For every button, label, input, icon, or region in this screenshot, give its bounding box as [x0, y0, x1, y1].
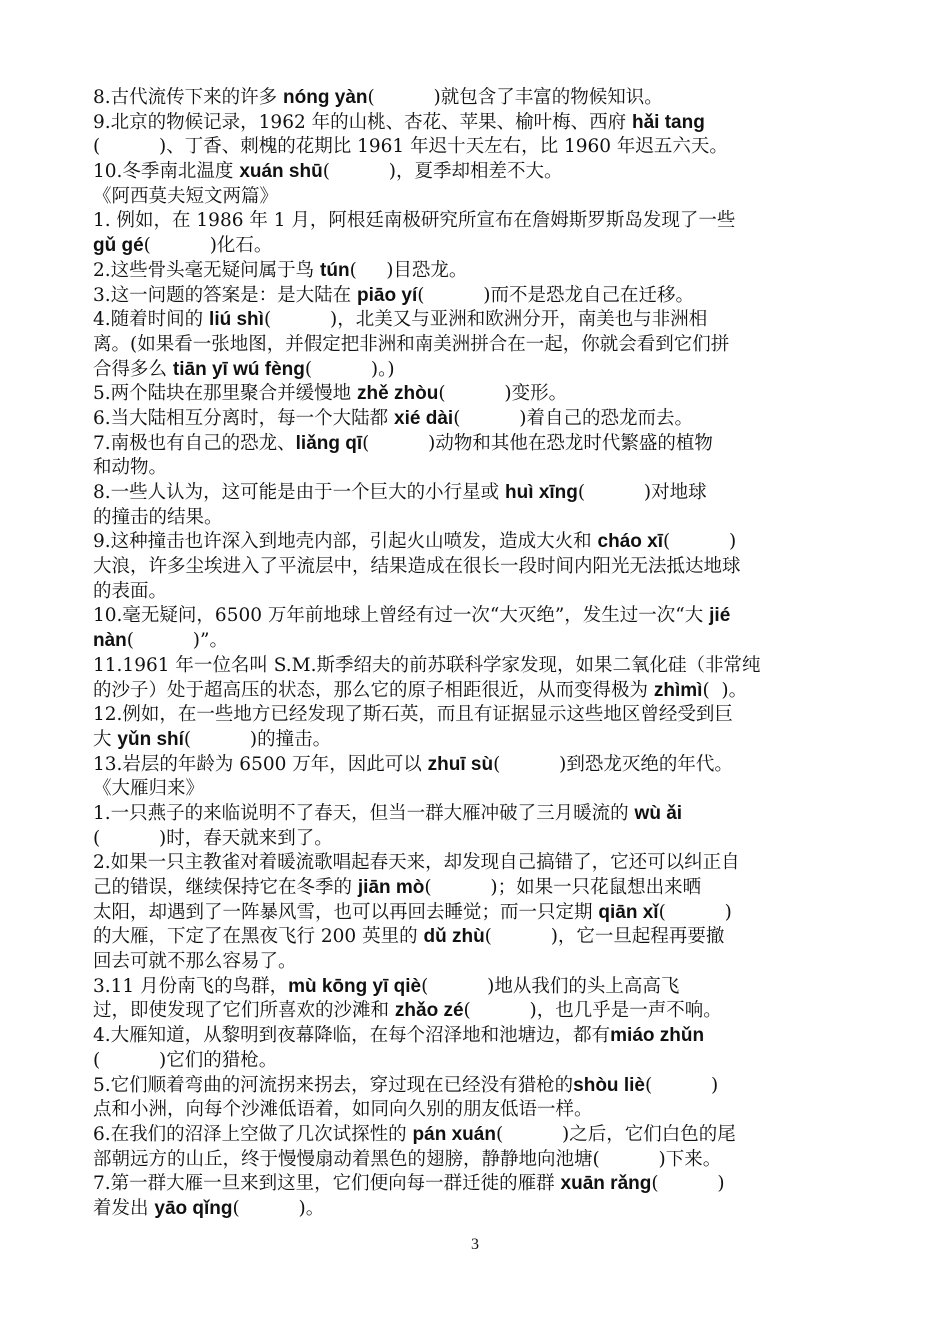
text-line — [93, 950, 883, 975]
pinyin-prompt: zhǎo zé — [394, 1000, 464, 1022]
text-line — [93, 1123, 883, 1148]
pinyin-prompt: mù kōng yī qiè — [288, 975, 422, 997]
sentence-text: 2.这些骨头毫无疑问属于鸟 — [93, 259, 321, 281]
pinyin-prompt: zhuī sù — [427, 753, 494, 775]
text-line — [93, 802, 883, 827]
pinyin-prompt: tiān yī wú fèng — [172, 358, 305, 380]
text-line — [93, 728, 883, 753]
text-line — [93, 407, 883, 432]
sentence-text: 9.这种撞击也许深入到地壳内部，引起火山喷发，造成大火和 — [93, 531, 598, 553]
sentence-text: ( ) — [651, 1173, 725, 1195]
sentence-text: 的沙子）处于超高压的状态，那么它的原子相距很近，从而变得极为 — [93, 679, 654, 701]
sentence-text: 着发出 — [93, 1197, 155, 1219]
sentence-text: ( )就包含了丰富的物候知识。 — [367, 87, 663, 108]
text-line — [93, 654, 883, 679]
sentence-text: 1.一只燕子的来临说明不了春天，但当一群大雁冲破了三月暖流的 — [93, 802, 635, 824]
sentence-text: 大浪，许多尘埃进入了平流层中，结果造成在很长一段时间内阳光无法抵达地球 — [93, 556, 741, 578]
sentence-text: 的表面。 — [93, 580, 168, 602]
sentence-text: ( )地从我们的头上高高飞 — [421, 975, 680, 997]
text-line — [93, 753, 883, 778]
pinyin-prompt: huì xīng — [505, 482, 578, 503]
pinyin-prompt: pán xuán — [412, 1123, 496, 1145]
sentence-text: 回去可就不那么容易了。 — [93, 951, 297, 973]
text-line — [93, 1172, 883, 1197]
sentence-text: 3.这一问题的答案是：是大陆在 — [93, 284, 358, 306]
text-line — [93, 604, 883, 629]
sentence-text: ( ) — [658, 901, 732, 923]
sentence-text: ( )，夏季却相差不大。 — [322, 161, 563, 183]
page-number: 3 — [471, 1236, 479, 1253]
sentence-text: 6.当大陆相互分离时，每一个大陆都 — [93, 407, 395, 429]
sentence-text: ( )，它一旦起程再要撤 — [484, 926, 725, 948]
pinyin-prompt: zhìmì — [653, 679, 703, 701]
text-line — [93, 432, 883, 457]
text-line — [93, 530, 883, 555]
sentence-text: 10.毫无疑问，6500 万年前地球上曾经有过一次“大灭绝”，发生过一次“大 — [93, 605, 710, 627]
text-line — [93, 703, 883, 728]
text-line — [93, 925, 883, 950]
sentence-text: ( )到恐龙灭绝的年代。 — [493, 753, 733, 775]
pinyin-prompt: jié — [709, 605, 731, 627]
text-line — [93, 827, 883, 852]
sentence-text: 7.南极也有自己的恐龙、 — [93, 432, 296, 454]
sentence-text: 和动物。 — [93, 457, 168, 479]
sentence-text: 13.岩层的年龄为 6500 万年，因此可以 — [93, 753, 428, 775]
text-line — [93, 185, 883, 210]
text-line — [93, 234, 883, 259]
text-line — [93, 901, 883, 926]
pinyin-prompt: miáo zhǔn — [610, 1025, 705, 1047]
sentence-text: 的撞击的结果。 — [93, 506, 223, 528]
text-line — [93, 259, 883, 284]
text-line — [93, 555, 883, 580]
sentence-text: ( )，北美又与亚洲和欧洲分开，南美也与非洲相 — [263, 309, 708, 331]
sentence-text: ( ) — [663, 531, 737, 553]
pinyin-prompt: gǔ gé — [93, 235, 144, 257]
sentence-text: ( )之后，它们白色的尾 — [495, 1123, 736, 1145]
sentence-text: ( )”。 — [126, 630, 228, 652]
sentence-text: 7.第一群大雁一旦来到这里，它们便向每一群迁徙的雁群 — [93, 1173, 561, 1195]
text-line — [93, 111, 883, 136]
sentence-text: 11.1961 年一位名叫 S.M.斯季绍夫的前苏联科学家发现，如果二氧化硅（非常纯 — [93, 654, 761, 676]
pinyin-prompt: cháo xī — [597, 531, 664, 553]
sentence-text: ( )时，春天就来到了。 — [93, 827, 333, 849]
sentence-text: ( )。 — [702, 679, 748, 701]
worksheet-text — [93, 86, 883, 1222]
sentence-text: 4.随着时间的 — [93, 309, 210, 331]
pinyin-prompt: xié dài — [394, 407, 454, 429]
pinyin-prompt: jiān mò — [357, 877, 425, 898]
sentence-text: 大 — [93, 728, 118, 750]
text-line — [93, 209, 883, 234]
pinyin-prompt: yāo qǐng — [154, 1197, 233, 1219]
sentence-text: 4.大雁知道，从黎明到夜幕降临，在每个沼泽地和池塘边，都有 — [93, 1025, 611, 1047]
pinyin-prompt: xuān rǎng — [560, 1173, 652, 1195]
text-line — [93, 679, 883, 704]
sentence-text: ( )、丁香、刺槐的花期比 1961 年迟十天左右，比 1960 年迟五六天。 — [93, 136, 728, 158]
sentence-text: 《阿西莫夫短文两篇》 — [93, 185, 279, 207]
text-line — [93, 86, 883, 111]
sentence-text: 6.在我们的沼泽上空做了几次试探性的 — [93, 1123, 413, 1145]
sentence-text: ( )它们的猎枪。 — [93, 1049, 278, 1071]
text-line — [93, 456, 883, 481]
sentence-text: 9.北京的物候记录，1962 年的山桃、杏花、苹果、榆叶梅、西府 — [93, 111, 632, 133]
text-line — [93, 1098, 883, 1123]
pinyin-prompt: dǔ zhù — [423, 926, 485, 948]
sentence-text: 部朝远方的山丘，终于慢慢扇动着黑色的翅膀，静静地向池塘( )下来。 — [93, 1148, 722, 1170]
sentence-text: 1. 例如，在 1986 年 1 月，阿根廷南极研究所宣布在詹姆斯罗斯岛发现了一些 — [93, 210, 736, 232]
sentence-text: 2.如果一只主教雀对着暖流歌唱起春天来，却发现自己搞错了，它还可以纠正自 — [93, 852, 740, 874]
sentence-text: ( )变形。 — [438, 383, 568, 405]
pinyin-prompt: shòu liè — [573, 1074, 645, 1096]
text-line — [93, 308, 883, 333]
sentence-text: ( )而不是恐龙自己在迁移。 — [417, 284, 694, 306]
text-line — [93, 1074, 883, 1099]
sentence-text: 的大雁，下定了在黑夜飞行 200 英里的 — [93, 926, 424, 948]
text-line — [93, 135, 883, 160]
text-line — [93, 876, 883, 901]
sentence-text: ( )。) — [304, 358, 395, 380]
text-line — [93, 851, 883, 876]
text-line — [93, 1197, 883, 1222]
sentence-text: 10.冬季南北温度 — [93, 161, 240, 183]
sentence-text: 3.11 月份南飞的鸟群， — [93, 975, 289, 997]
text-line — [93, 1049, 883, 1074]
sentence-text: 8.一些人认为，这可能是由于一个巨大的小行星或 — [93, 482, 506, 503]
text-line — [93, 975, 883, 1000]
sentence-text: 8.古代流传下来的许多 — [93, 87, 284, 108]
text-line — [93, 284, 883, 309]
sentence-text: 点和小洲，向每个沙滩低语着，如同向久别的朋友低语一样。 — [93, 1099, 593, 1121]
sentence-text: 12.例如，在一些地方已经发现了斯石英，而且有证据显示这些地区曾经受到巨 — [93, 704, 733, 726]
sentence-text: 5.两个陆块在那里聚合并缓慢地 — [93, 383, 358, 405]
text-line — [93, 481, 883, 506]
sentence-text: ( )对地球 — [577, 482, 707, 503]
sentence-text: ( )化石。 — [143, 235, 273, 257]
sentence-text: ( ) — [644, 1074, 719, 1096]
pinyin-prompt: wù ǎi — [634, 802, 683, 824]
pinyin-prompt: piāo yí — [357, 284, 418, 306]
pinyin-prompt: yǔn shí — [117, 728, 184, 750]
text-line — [93, 629, 883, 654]
sentence-text: ( )的撞击。 — [183, 728, 332, 750]
sentence-text: 过，即使发现了它们所喜欢的沙滩和 — [93, 1000, 395, 1022]
sentence-text: ( )着自己的恐龙而去。 — [453, 407, 693, 429]
text-line — [93, 160, 883, 185]
pinyin-prompt: xuán shū — [239, 161, 323, 183]
text-line — [93, 382, 883, 407]
sentence-text: ( )目恐龙。 — [349, 259, 468, 281]
sentence-text: 合得多么 — [93, 358, 173, 380]
text-line — [93, 358, 883, 383]
pinyin-prompt: tún — [320, 259, 350, 281]
pinyin-prompt: nàn — [93, 630, 127, 652]
pinyin-prompt: liǎng qī — [295, 432, 363, 454]
sentence-text: ( )；如果一只花鼠想出来晒 — [424, 877, 702, 898]
text-line — [93, 333, 883, 358]
sentence-text: ( )动物和其他在恐龙时代繁盛的植物 — [362, 432, 713, 454]
sentence-text: 离。(如果看一张地图，并假定把非洲和南美洲拼合在一起，你就会看到它们拼 — [93, 333, 730, 355]
text-line — [93, 1024, 883, 1049]
pinyin-prompt: liú shì — [209, 309, 264, 331]
pinyin-prompt: nóng yàn — [283, 87, 368, 108]
pinyin-prompt: zhě zhòu — [357, 383, 439, 405]
sentence-text: ( )。 — [232, 1197, 325, 1219]
text-line — [93, 1148, 883, 1173]
sentence-text: 己的错误，继续保持它在冬季的 — [93, 877, 358, 898]
text-line — [93, 506, 883, 531]
pinyin-prompt: hǎi tang — [632, 111, 705, 133]
sentence-text: ( )，也几乎是一声不响。 — [463, 1000, 722, 1022]
sentence-text: 5.它们顺着弯曲的河流拐来拐去，穿过现在已经没有猎枪的 — [93, 1074, 574, 1096]
text-line — [93, 777, 883, 802]
pinyin-prompt: qiān xǐ — [598, 901, 659, 923]
sentence-text: 《大雁归来》 — [93, 778, 205, 800]
text-line — [93, 999, 883, 1024]
text-line — [93, 580, 883, 605]
sentence-text: 太阳，却遇到了一阵暴风雪，也可以再回去睡觉；而一只定期 — [93, 901, 599, 923]
